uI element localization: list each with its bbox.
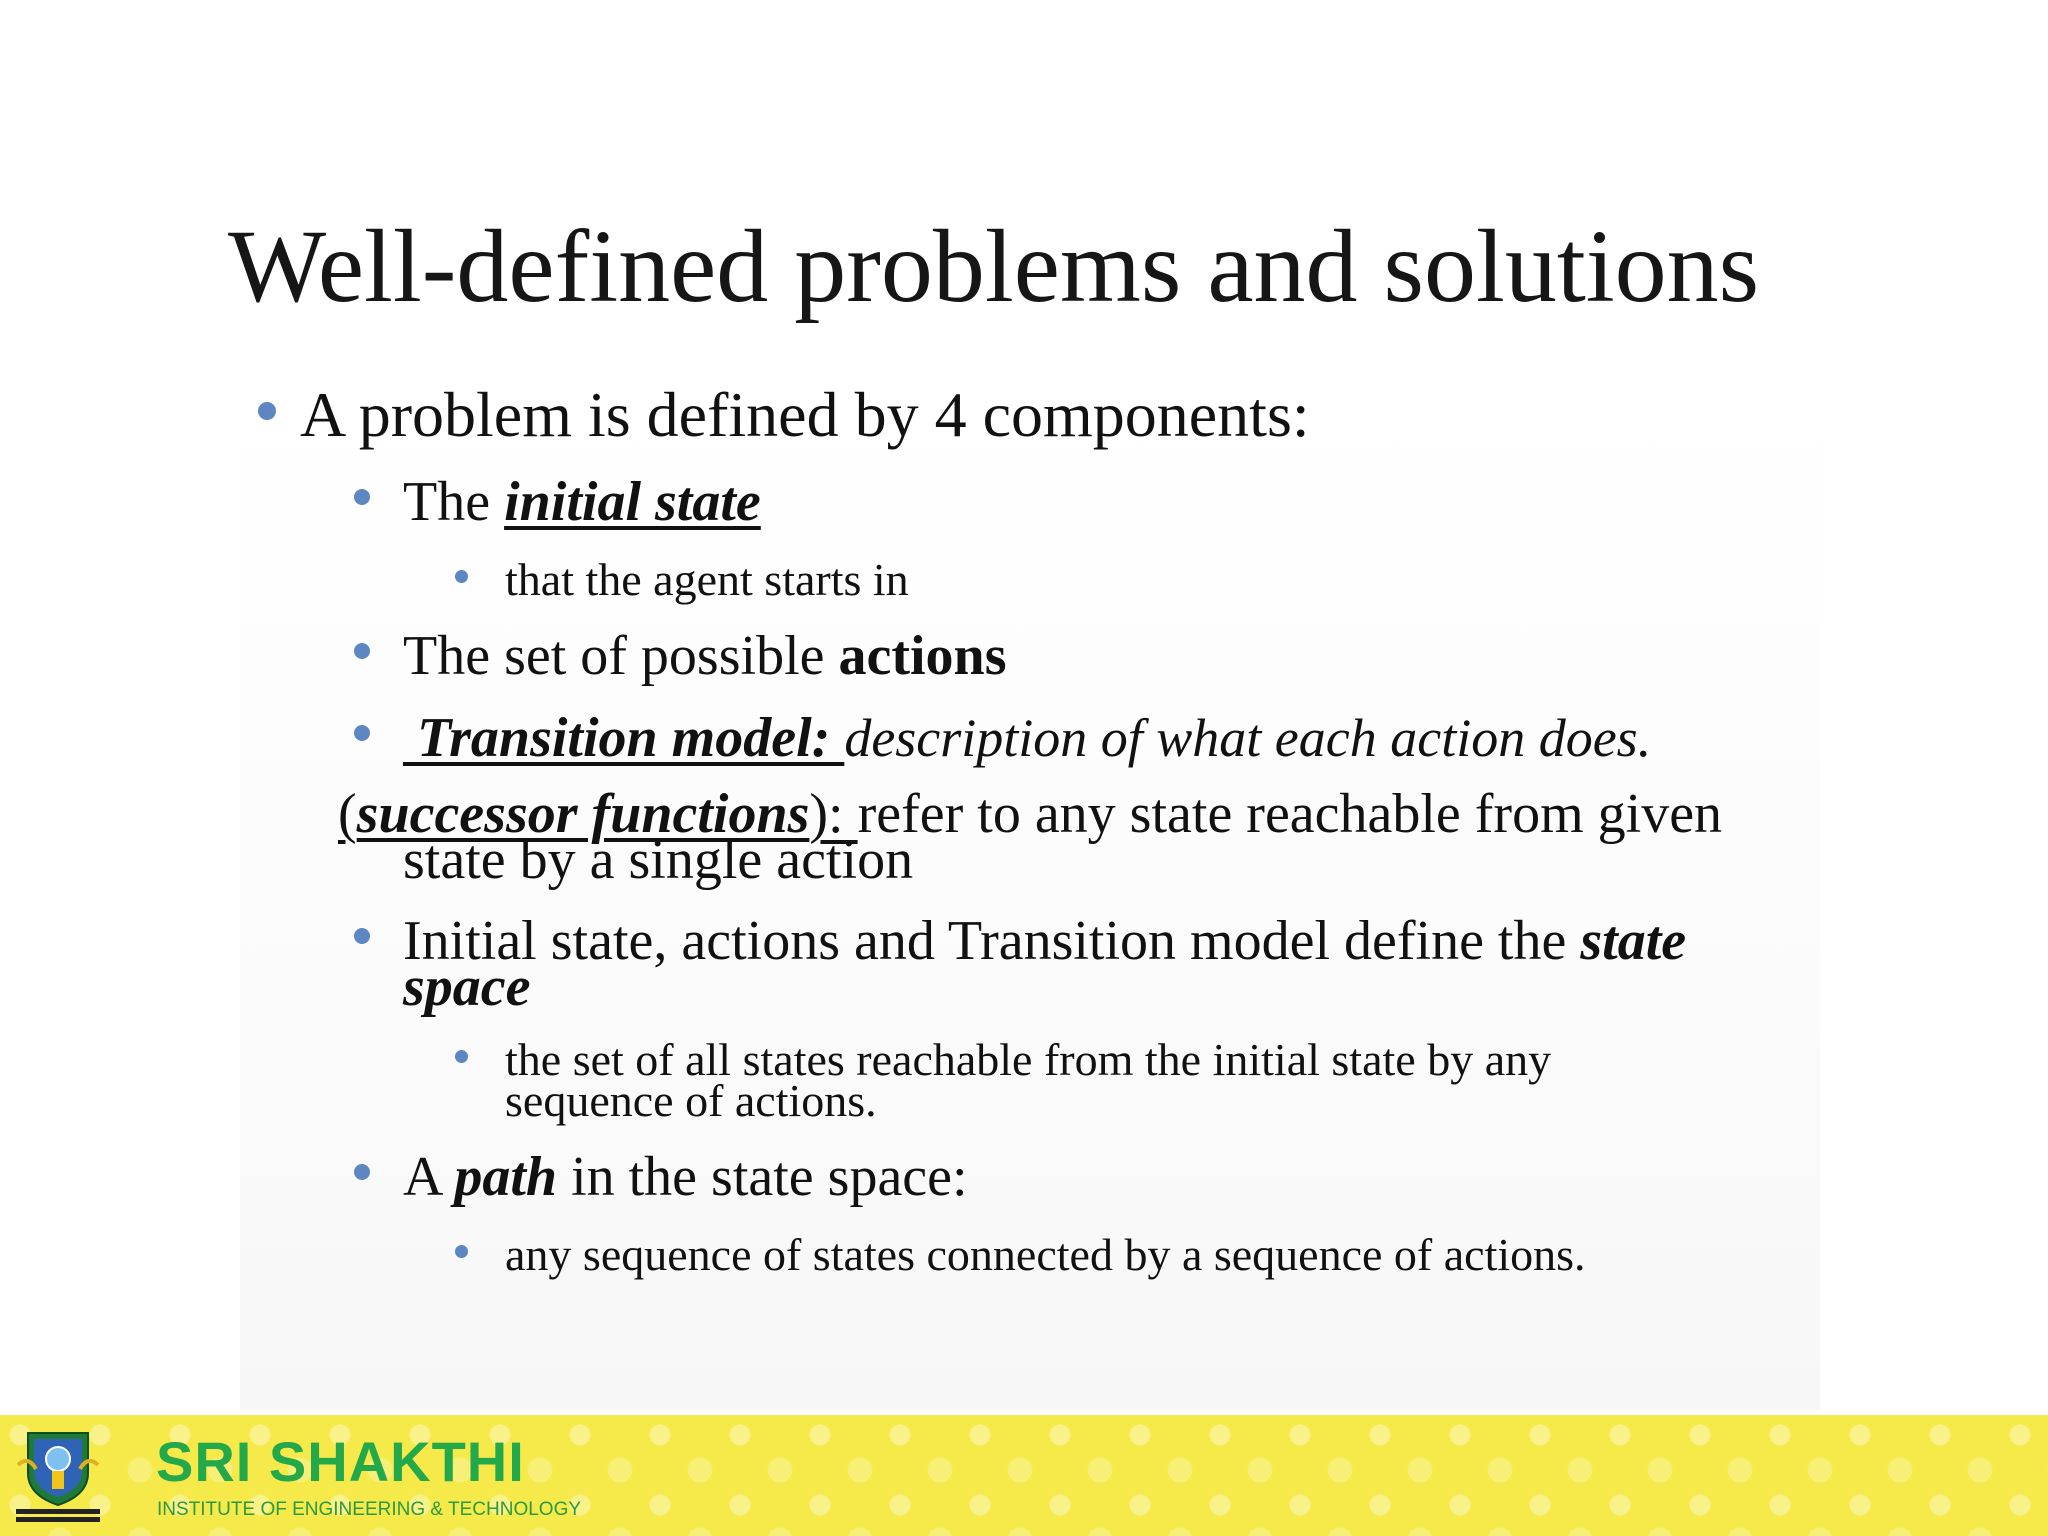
transition-model-term: Transition model:: [403, 707, 845, 769]
initial-state-term: initial state: [504, 471, 761, 533]
successor-description: refer to any state reachable from given: [857, 783, 1723, 845]
bullet-icon: [354, 1164, 370, 1180]
institute-logo-icon: [14, 1425, 102, 1525]
actions-prefix: The set of possible: [403, 625, 839, 687]
transition-model-description: description of what each action does.: [844, 708, 1652, 768]
state-space-detail-1: the set of all states reachable from the initial state by any: [505, 1034, 1552, 1085]
state-space-detail-2: sequence of actions.: [505, 1075, 877, 1126]
bullet-icon: [258, 402, 276, 420]
bullet-initial-state-detail: that the agent starts in: [505, 554, 909, 605]
path-suffix: in the state space:: [557, 1146, 968, 1208]
institute-tagline: INSTITUTE OF ENGINEERING & TECHNOLOGY: [157, 1499, 582, 1520]
bullet-icon: [354, 928, 370, 944]
path-prefix: A: [403, 1146, 455, 1208]
actions-term: actions: [838, 625, 1007, 687]
bullet-icon: [455, 1050, 468, 1063]
bullet-icon: [354, 489, 370, 505]
successor-functions-term: successor functions: [356, 783, 810, 845]
bullet-state-space: [403, 909, 1686, 973]
successor-open-paren: (: [338, 783, 357, 845]
bullet-path: [403, 1145, 968, 1209]
successor-description-cont: state by a single action: [403, 829, 914, 891]
state-space-term-1: state: [1580, 910, 1687, 972]
bullet-problem-components: A problem is defined by 4 components:: [300, 379, 1310, 450]
bullet-icon: [455, 1245, 468, 1258]
state-space-prefix: Initial state, actions and Transition model define the: [403, 910, 1581, 972]
bullet-icon: [455, 570, 468, 583]
footer-banner: [0, 1415, 2048, 1536]
path-term: path: [454, 1146, 558, 1208]
bullet-initial-state: [403, 470, 761, 534]
bullet-icon: [354, 725, 370, 741]
bullet-transition-model: [403, 706, 1651, 770]
bullet-actions: [403, 624, 1006, 688]
bullet-icon: [354, 643, 370, 659]
state-space-term-2: space: [403, 956, 531, 1018]
institute-name: SRI SHAKTHI: [156, 1430, 525, 1493]
path-detail: any sequence of states connected by a sequence of actions.: [505, 1229, 1586, 1280]
slide-title: Well-defined problems and solutions: [228, 209, 1760, 324]
initial-state-prefix: The: [403, 471, 505, 533]
successor-close-paren: ):: [809, 783, 858, 845]
